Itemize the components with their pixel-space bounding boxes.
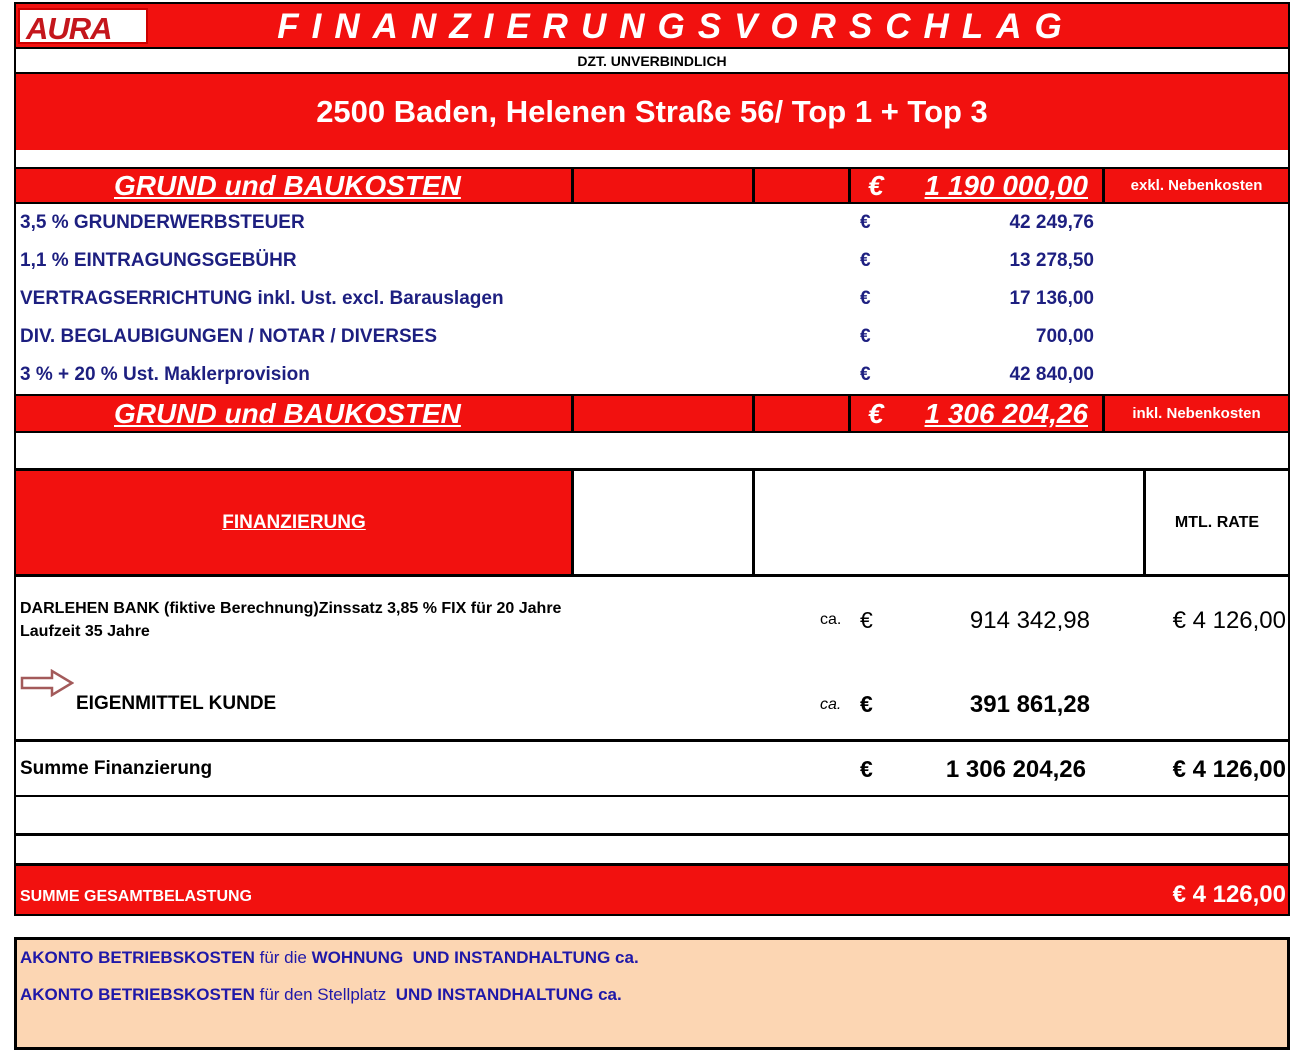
- cost-item-label: VERTRAGSERRICHTUNG inkl. Ust. excl. Barauslagen: [20, 288, 504, 309]
- cost-item-amount: 17 136,00: [1009, 288, 1094, 309]
- sum-currency: €: [860, 756, 873, 782]
- cost-item-currency: €: [860, 326, 871, 347]
- costs-total-note: inkl. Nebenkosten: [1132, 405, 1261, 422]
- loan-term: Laufzeit 35 Jahre: [20, 623, 150, 640]
- rate-header: MTL. RATE: [1174, 513, 1260, 531]
- note-line: [20, 948, 639, 968]
- subtitle: DZT. UNVERBINDLICH: [577, 52, 727, 69]
- financing-header-cell: [16, 471, 572, 574]
- cost-item-row: [20, 318, 1280, 356]
- note-middle: für den Stellplatz: [254, 985, 396, 1004]
- costs-total-row: [14, 394, 1290, 433]
- cost-item-currency: €: [860, 364, 871, 385]
- cost-item-row: [20, 280, 1280, 318]
- spacer-row: [14, 836, 1290, 866]
- total-burden-label: SUMME GESAMTBELASTUNG: [20, 888, 252, 905]
- equity-ca: ca.: [820, 696, 842, 713]
- loan-description: DARLEHEN BANK (fiktive Berechnung)Zinssatz 3,85 % FIX für 20 Jahre: [20, 600, 562, 617]
- logo-text: AURA: [26, 11, 112, 46]
- cost-item-amount: 42 840,00: [1009, 364, 1094, 385]
- cost-item-label: 3 % + 20 % Ust. Maklerprovision: [20, 364, 310, 385]
- cost-item-row: [20, 356, 1280, 394]
- cost-item-amount: 13 278,50: [1009, 250, 1094, 271]
- costs-header-note: exkl. Nebenkosten: [1130, 177, 1263, 194]
- cost-item-label: 3,5 % GRUNDERWERBSTEUER: [20, 212, 305, 233]
- cost-item-currency: €: [860, 212, 871, 233]
- cost-item-amount: 700,00: [1035, 326, 1094, 347]
- financing-body: [14, 577, 1290, 742]
- title-bar: [14, 2, 1290, 49]
- financing-header-label: FINANZIERUNG: [222, 511, 366, 533]
- equity-amount: 391 861,28: [969, 691, 1090, 718]
- page-title: FINANZIERUNGSVORSCHLAG: [277, 6, 1075, 46]
- total-burden-value: € 4 126,00: [1172, 881, 1286, 908]
- equity-currency: €: [860, 691, 873, 717]
- costs-header-currency: €: [868, 169, 884, 201]
- note-suffix: UND INSTANDHALTUNG ca.: [395, 985, 622, 1004]
- equity-label: EIGENMITTEL KUNDE: [76, 693, 277, 714]
- costs-header-label: GRUND und BAUKOSTEN: [114, 169, 461, 201]
- loan-rate: € 4 126,00: [1172, 607, 1286, 634]
- cost-item-row: [20, 242, 1280, 280]
- note-prefix: AKONTO BETRIEBSKOSTEN: [20, 985, 255, 1004]
- sum-label: Summe Finanzierung: [20, 758, 213, 779]
- costs-total-currency: €: [868, 397, 884, 429]
- costs-header-amount: 1 190 000,00: [924, 169, 1088, 201]
- spacer-row: [14, 433, 1290, 471]
- financing-sum-row: [14, 742, 1290, 797]
- costs-total-label: GRUND und BAUKOSTEN: [114, 397, 461, 429]
- loan-currency: €: [860, 607, 873, 633]
- address-bar: [14, 74, 1290, 150]
- sum-amount: 1 306 204,26: [945, 756, 1086, 783]
- loan-ca: ca.: [820, 611, 842, 628]
- note-prefix: AKONTO BETRIEBSKOSTEN: [20, 948, 255, 967]
- costs-header-row: [14, 167, 1290, 204]
- note-line: [20, 985, 622, 1005]
- address: 2500 Baden, Helenen Straße 56/ Top 1 + Top 3: [316, 94, 988, 129]
- financing-header-row: [14, 471, 1290, 577]
- right-arrow-icon: [20, 669, 74, 697]
- cost-item-amount: 42 249,76: [1009, 212, 1094, 233]
- cost-item-label: 1,1 % EINTRAGUNGSGEBÜHR: [20, 250, 297, 271]
- cost-items: [14, 204, 1290, 394]
- cost-item-label: DIV. BEGLAUBIGUNGEN / NOTAR / DIVERSES: [20, 326, 437, 347]
- notes-box: [14, 937, 1290, 1050]
- logo: [18, 8, 148, 44]
- cost-item-currency: €: [860, 288, 871, 309]
- subtitle-row: [14, 49, 1290, 74]
- costs-total-amount: 1 306 204,26: [924, 397, 1088, 429]
- spacer-row: [14, 150, 1290, 167]
- spacer-row: [14, 797, 1290, 836]
- cost-item-row: [20, 204, 1280, 242]
- note-middle: für die: [254, 948, 312, 967]
- note-suffix: WOHNUNG UND INSTANDHALTUNG ca.: [311, 948, 639, 967]
- sum-rate: € 4 126,00: [1172, 756, 1286, 783]
- loan-amount: 914 342,98: [969, 607, 1090, 634]
- total-burden-row: [14, 866, 1290, 916]
- cost-item-currency: €: [860, 250, 871, 271]
